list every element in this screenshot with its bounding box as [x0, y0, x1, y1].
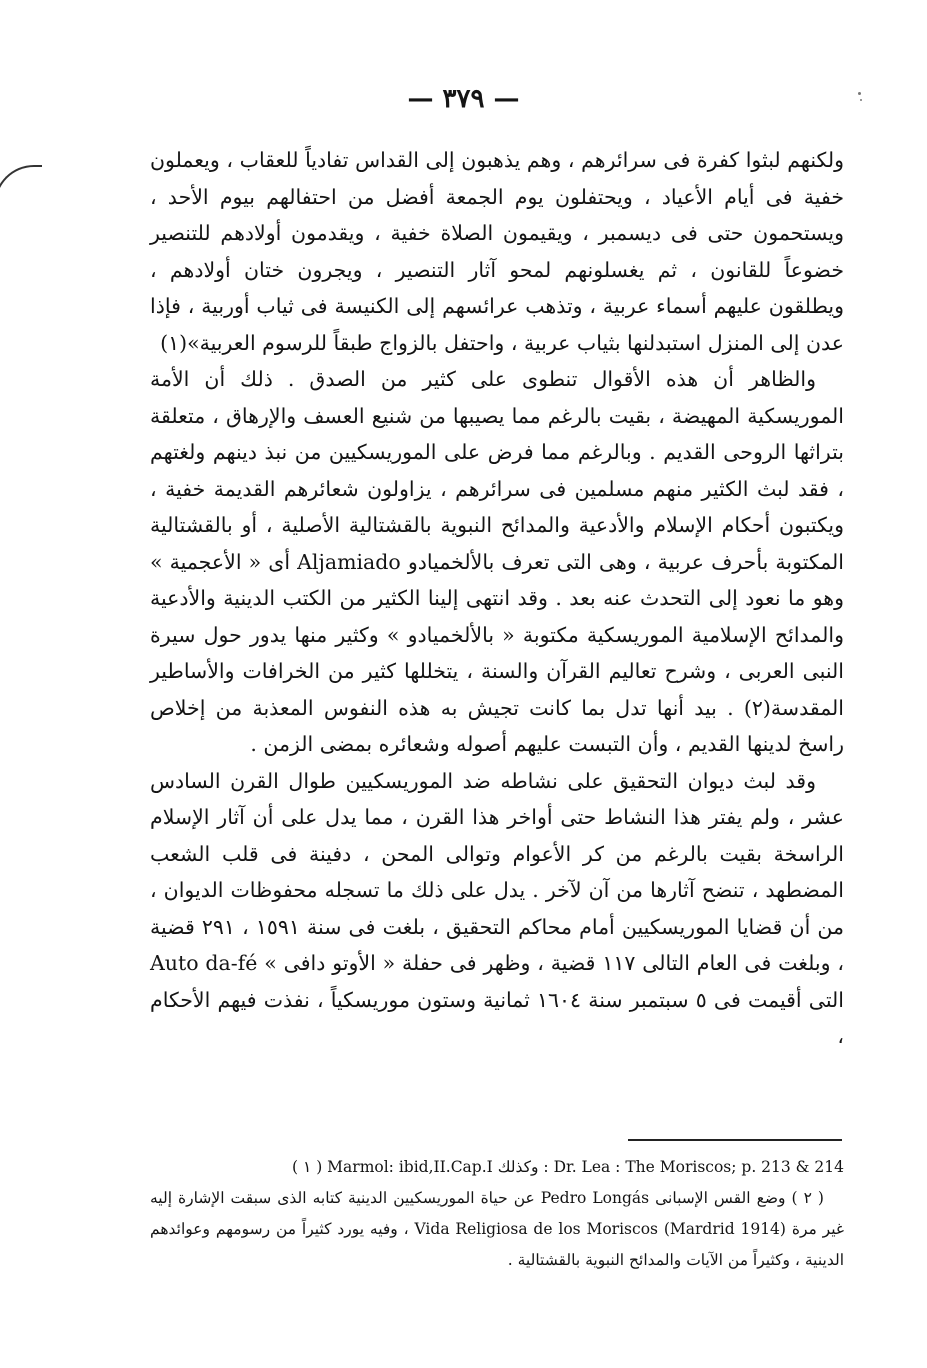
page-number: — ٣٧٩ —: [407, 84, 520, 114]
footnote: ( ٢ ) وضع القس الإسبانى Pedro Longás عن حياة الموريسكيين الدينية كتابه الذى سبقت الإشارة إليه غير مرة Vida Religiosa de los Moriscos (Mardrid 1914) ، وفيه يورد كثيراً من رسومهم وعوائدهم الدينية ، وكثيراً من الآيات والمدائح النبوية بالقشتالية .: [150, 1189, 844, 1269]
footnote-separator: [628, 1139, 842, 1141]
scan-speck: [858, 92, 861, 95]
paragraph: والظاهر أن هذه الأقوال تنطوى على كثير من الصدق . ذلك أن الأمة الموريسكية المهيضة ، بقيت بالرغم مما يصيبها من شنيع العسف والإرهاق ، متعلقة بتراثها الروحى القديم . وبالرغم مما فرض على الموريسكيين من نبذ دينهم ولغتهم ، فقد لبث الكثير منهم مسلمين فى سرائرهم ، يزاولون شعائرهم القديمة خفية ، ويكتبون أحكام الإسلام والأدعية والمدائح النبوية بالقشتالية الأصلية ، أو بالقشتالية المكتوبة بأحرف عربية ، وهى التى تعرف بالألخميادو Aljamiado أى « الأعجمية » وهو ما نعود إلى التحدث عنه بعد . وقد انتهى إلينا الكثير من الكتب الدينية والأدعية والمدائح الإسلامية الموريسكية مكتوبة « بالألخميادو » وكثير منها يدور حول سيرة النبى العربى ، وشرح تعاليم القرآن والسنة ، يتخللها كثير من الخرافات والأساطير المقدسة(٢) . بيد أنها تدل بما كانت تجيش به هذه النفوس المعذبة من إخلاص راسخ لدينها القديم ، وأن التبست عليهم أصوله وشعائره بمضى الزمن .: [150, 367, 844, 756]
scan-margin-mark: [0, 165, 42, 213]
scan-speck: [860, 99, 862, 101]
footnotes: [150, 1152, 844, 1276]
footnote: Dr. Lea : The Moriscos; p. 213 & 214 : وكذلك Marmol: ibid,II.Cap.I ( ١ ): [291, 1158, 844, 1176]
paragraph: وقد لبث ديوان التحقيق على نشاطه ضد الموريسكيين طوال القرن السادس عشر ، ولم يفتر هذا النشاط حتى أواخر هذا القرن ، مما يدل على أن آثار الإسلام الراسخة بقيت بالرغم من كر الأعوام وتوالى المحن ، دفينة فى قلب الشعب المضطهد ، تنضح آثارها من آن لآخر . يدل على ذلك ما تسجله محفوظات الديوان ، من أن قضايا الموريسكيين أمام محاكم التحقيق ، بلغت فى سنة ١٥٩١ ، ٢٩١ قضية ، وبلغت فى العام التالى ١١٧ قضية ، وظهر فى حفلة « الأوتو دافى » Auto da-fé التى أقيمت فى ٥ سبتمبر سنة ١٦٠٤ ثمانية وستون موريسكياً ، نفذت فيهم الأحكام ،: [150, 768, 844, 1048]
main-text: [150, 142, 844, 1055]
paragraph: ولكنهم لبثوا كفرة فى سرائرهم ، وهم يذهبون إلى القداس تفادياً للعقاب ، ويعملون خفية فى أيام الأعياد ، ويحتفلون يوم الجمعة أفضل من احتفالهم بيوم الأحد ، ويستحمون حتى فى ديسمبر ، ويقيمون الصلاة خفية ، ويقدمون أولادهم للتنصير خضوعاً للقانون ، ثم يغسلونهم لمحو آثار التنصير ، ويجرون ختان أولادهم ، ويطلقون عليهم أسماء عربية ، وتذهب عرائسهم إلى الكنيسة فى ثياب أوربية ، فإذا عدن إلى المنزل استبدلنها بثياب عربية ، واحتفل بالزواج طبقاً للرسوم العربية»(١): [150, 148, 844, 355]
